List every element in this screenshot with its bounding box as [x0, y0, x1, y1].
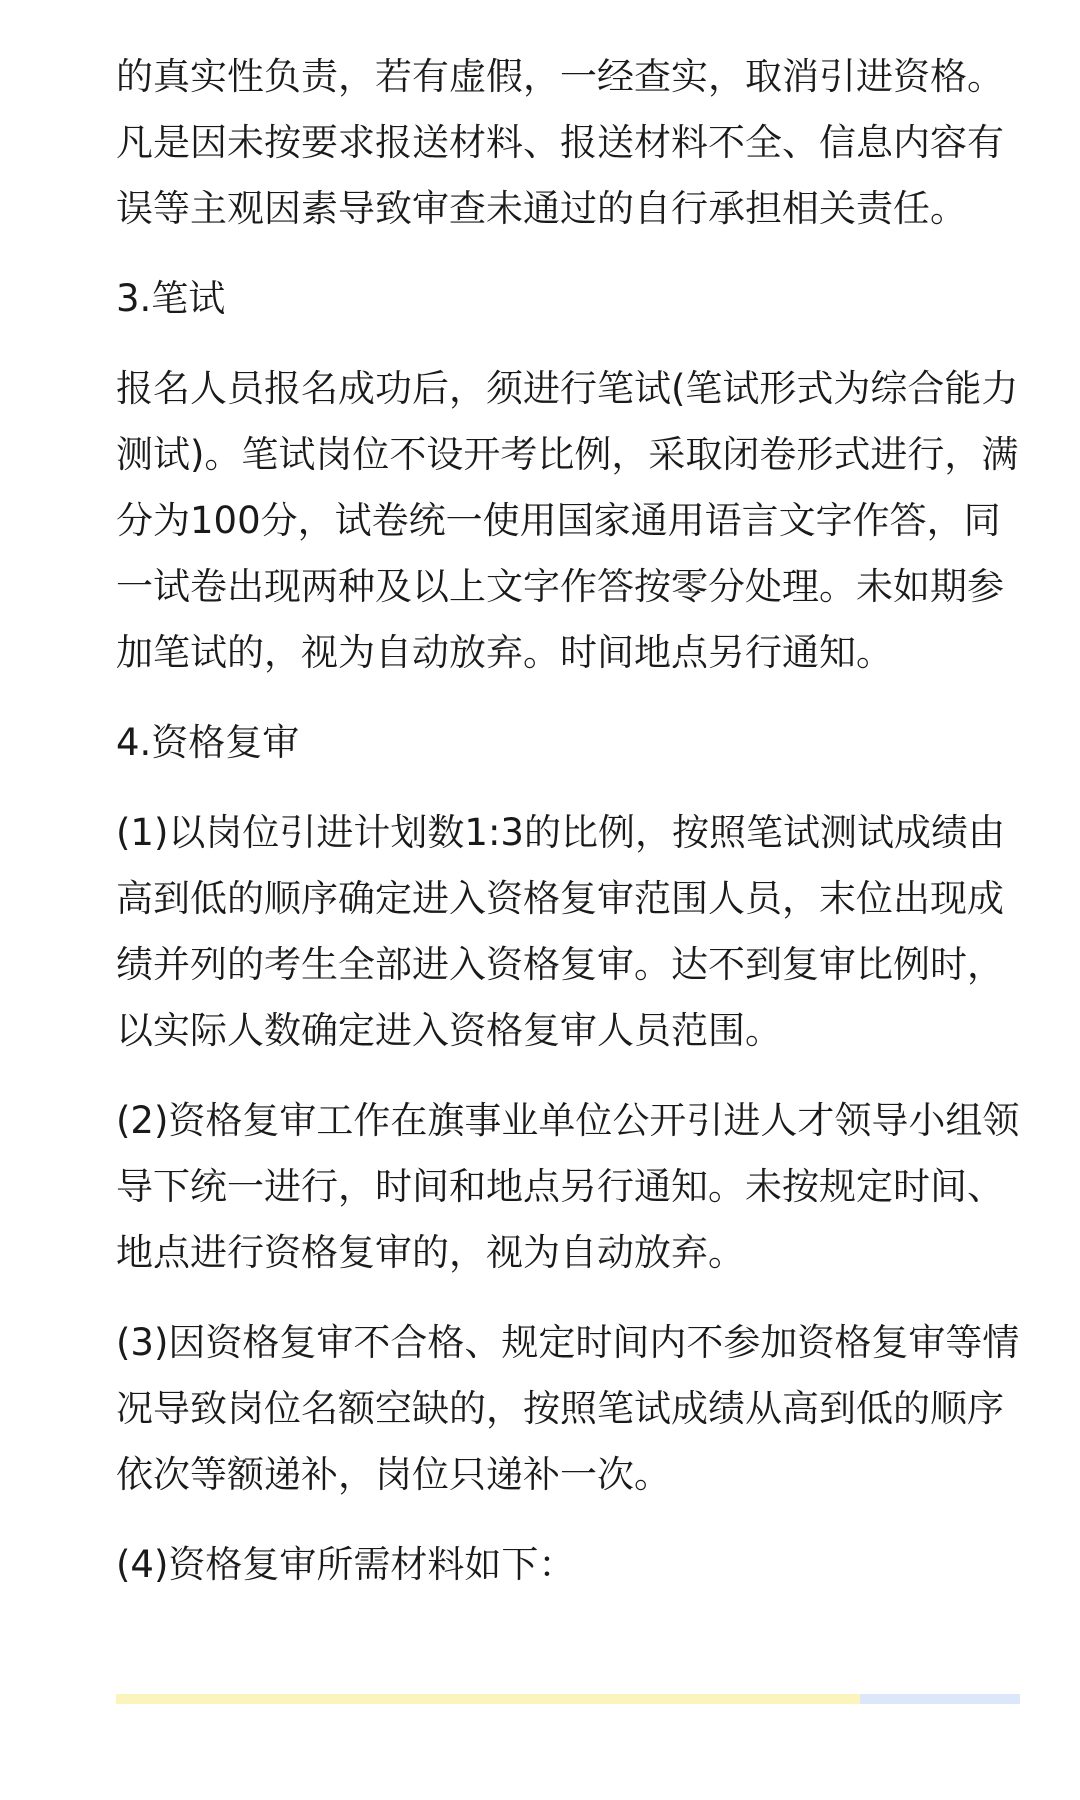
- paragraph-gap: [116, 242, 1020, 266]
- section-heading-qualification-review: [116, 710, 1020, 776]
- heading-text: 3.笔试: [116, 277, 226, 320]
- text-line: (2)资格复审工作在旗事业单位公开引进人才领导小组领: [116, 1099, 1020, 1142]
- section-heading-written-exam: [116, 266, 1020, 332]
- paragraph-gap: [116, 686, 1020, 710]
- text-line: 分为100分，试卷统一使用国家通用语言文字作答，同: [116, 499, 1001, 542]
- text-line: (4)资格复审所需材料如下：: [116, 1543, 576, 1586]
- paragraph-review-item-1: [116, 800, 1020, 1064]
- heading-text: 4.资格复审: [116, 721, 300, 764]
- text-line: 依次等额递补，岗位只递补一次。: [116, 1453, 671, 1496]
- text-line: 的真实性负责，若有虚假，一经查实，取消引进资格。: [116, 55, 1004, 98]
- paragraph-review-item-4: [116, 1532, 1020, 1598]
- paragraph-gap: [116, 1064, 1020, 1088]
- text-line: 一试卷出现两种及以上文字作答按零分处理。未如期参: [116, 565, 1004, 608]
- divider-blue-segment: [860, 1694, 1020, 1704]
- text-line: 导下统一进行，时间和地点另行通知。未按规定时间、: [116, 1165, 1004, 1208]
- text-line: 地点进行资格复审的，视为自动放弃。: [116, 1231, 745, 1274]
- paragraph-gap: [116, 332, 1020, 356]
- article-body: [116, 44, 1020, 1598]
- text-line: 误等主观因素导致审查未通过的自行承担相关责任。: [116, 187, 967, 230]
- text-line: 高到低的顺序确定进入资格复审范围人员，末位出现成: [116, 877, 1004, 920]
- paragraph-review-item-2: [116, 1088, 1020, 1286]
- text-line: 以实际人数确定进入资格复审人员范围。: [116, 1009, 782, 1052]
- paragraph-written-exam: [116, 356, 1020, 686]
- text-line: (3)因资格复审不合格、规定时间内不参加资格复审等情: [116, 1321, 1020, 1364]
- paragraph-gap: [116, 1286, 1020, 1310]
- divider-yellow-segment: [116, 1694, 860, 1704]
- text-line: 加笔试的，视为自动放弃。时间地点另行通知。: [116, 631, 893, 674]
- section-divider-bar: [116, 1694, 1020, 1704]
- text-line: 报名人员报名成功后，须进行笔试(笔试形式为综合能力: [116, 367, 1019, 410]
- text-line: 测试)。笔试岗位不设开考比例，采取闭卷形式进行，满: [116, 433, 1019, 476]
- text-line: 绩并列的考生全部进入资格复审。达不到复审比例时，: [116, 943, 1004, 986]
- text-line: 凡是因未按要求报送材料、报送材料不全、信息内容有: [116, 121, 1004, 164]
- paragraph-gap: [116, 1508, 1020, 1532]
- paragraph-review-item-3: [116, 1310, 1020, 1508]
- paragraph-gap: [116, 776, 1020, 800]
- paragraph-intro-continued: [116, 44, 1020, 242]
- text-line: (1)以岗位引进计划数1:3的比例，按照笔试测试成绩由: [116, 811, 1005, 854]
- text-line: 况导致岗位名额空缺的，按照笔试成绩从高到低的顺序: [116, 1387, 1004, 1430]
